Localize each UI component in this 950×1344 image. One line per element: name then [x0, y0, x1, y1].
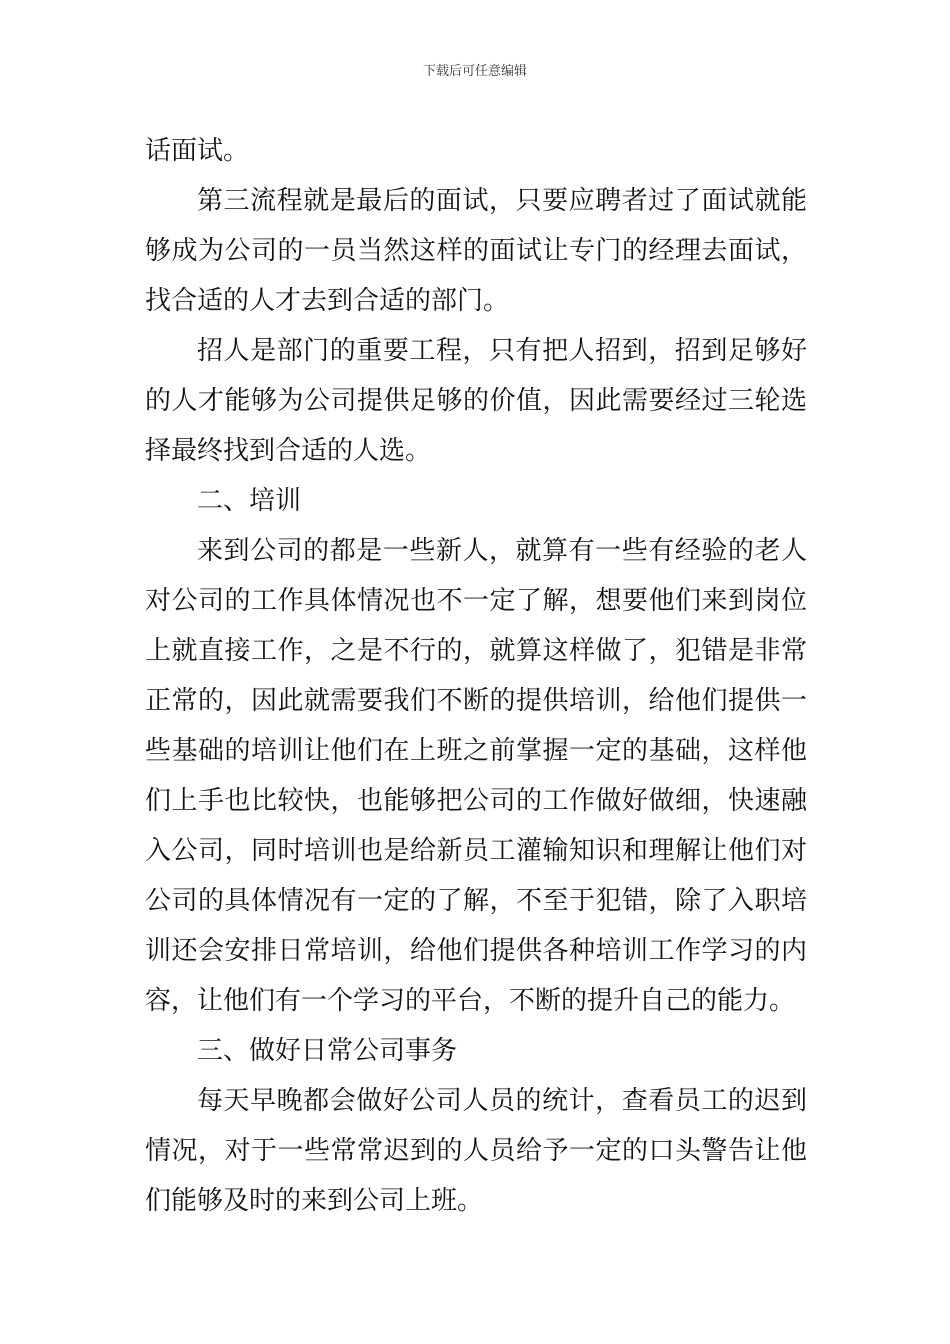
paragraph-training: 来到公司的都是一些新人，就算有一些有经验的老人对公司的工作具体情况也不一定了解，想要他们来到岗位上就直接工作，之是不行的，就算这样做了，犯错是非常正常的，因此就需要我们不断的提供培训，给他们提供一些基础的培训让他们在上班之前掌握一定的基础，这样他们上手也比较快，也能够把公司的工作做好做细，快速融入公司，同时培训也是给新员工灌输知识和理解让他们对公司的具体情况有一定的了解，不至于犯错，除了入职培训还会安排日常培训，给他们提供各种培训工作学习的内容，让他们有一个学习的平台，不断的提升自己的能力。 [145, 536, 807, 1016]
paragraph-recruitment: 招人是部门的重要工程，只有把人招到，招到足够好的人才能够为公司提供足够的价值，因此需要经过三轮选择最终找到合适的人选。 [145, 336, 807, 466]
section-heading-daily-affairs: 三、做好日常公司事务 [197, 1036, 458, 1066]
section-heading-training: 二、培训 [197, 486, 302, 516]
paragraph-third-process: 第三流程就是最后的面试，只要应聘者过了面试就能够成为公司的一员当然这样的面试让专门的经理去面试，找合适的人才去到合适的部门。 [145, 186, 807, 316]
page-header-note: 下载后可任意编辑 [422, 64, 527, 79]
document-body [145, 126, 807, 1226]
paragraph-continuation: 话面试。 [145, 136, 250, 166]
paragraph-daily-affairs: 每天早晚都会做好公司人员的统计，查看员工的迟到情况，对于一些常常迟到的人员给予一定的口头警告让他们能够及时的来到公司上班。 [145, 1086, 807, 1216]
